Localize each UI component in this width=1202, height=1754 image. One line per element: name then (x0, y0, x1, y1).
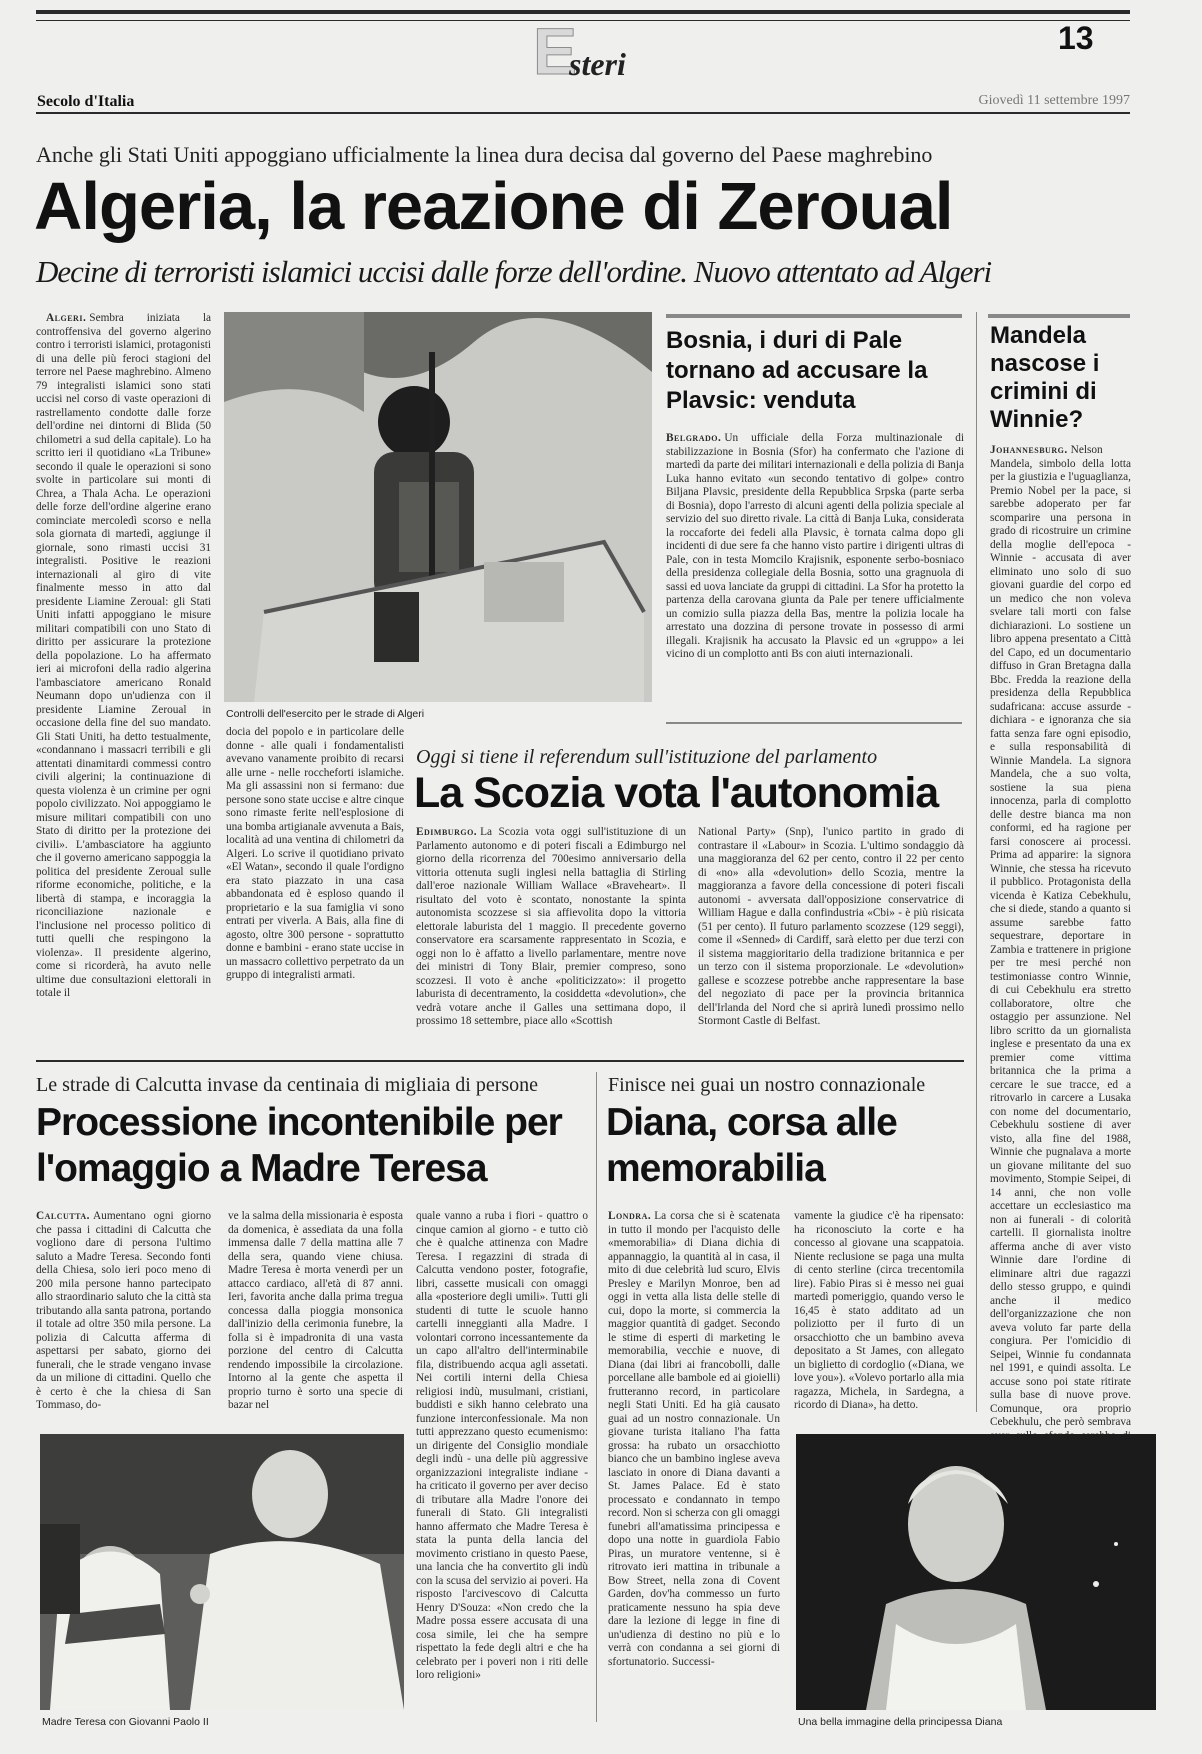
bosnia-text: Un ufficiale della Forza multinazionale di stabilizzazione in Bosnia (Sfor) ha confermato che l'azione di martedì da parte dei militari internazionali e della polizia di Banja Luka hanno evitato «un secondo tentativo di golpe» contro Biljana Plavsic, presidente della Repubblica Srpska (parte serba di Bosnia), dopo l'arresto di alcuni agenti della polizia speciale al servizio del suo diretto rivale. La città di Banja Luka, considerata la roccaforte dei fedeli alla Plavsic, è tornata calma dopo gli incidenti di due sere fa che hanno visto partire i dirigenti ultras di Pale, con in testa Momcilo Krajisnik, esponente serbo-bosniaco della presidenza collegiale della Bosnia, sotto una gragnuola di sassi ed uova lanciate da gruppi di cittadini. La Sfor ha protetto la partenza della carovana giunta da Pale per tenere ufficialmente un comizio sulla piazza della Bas, mentre la polizia locale ha arrestato una dozzina di persone trovate in possesso di armi illegali. Krajisnik ha accusato la Plavsic ed un «gruppo» a lei vicino di un complotto anti Bs con aiuti internazionali. (666, 432, 964, 660)
diana-text-2: vamente la giudice c'è ha ripensato: ha riconosciuto la corte e ha concesso al giovane una scappatoia. Niente reclusione se paga una multa di cento sterline (circa trecentomila lire). Fabio Piras si è messo nei guai martedì pomeriggio, quando verso le 16,45 è stato additato ad un poliziotto per il furto di un orsacchiotto che un bambino aveva depositato a St James, con allegato un biglietto di cordoglio («Diana, we love you»). «Volevo portarlo alla mia ragazza, Michela, in Sardegna, a ricordo di Diana», ha detto. (794, 1210, 964, 1411)
top-rule-thin (36, 20, 1130, 21)
lead-text-2: docia del popolo e in particolare delle donne - alle quali i fondamentalisti avevano vanamente proibito di recarsi alle urne - nelle roccheforti islamiche. Ma gli assassini non si fermano: due persone sono state uccise e altre cinque sono rimaste ferite nell'esplosione di una bomba artigianale avvenuta a Bais, località ad una ventina di chilometri da Algeri. Lo scrive il quotidiano privato «El Watan», secondo il quale l'ordigno era stato piazzato in una casa abbandonata ed è esploso quando il proprietario e la sua famiglia vi sono entrati per viverla. A Bais, alla fine di agosto, oltre 300 persone - soprattutto donne e bambini - erano state uccise in un massacro collettivo perpetrato da un gruppo di integralisti armati. (226, 726, 404, 981)
top-rule (36, 10, 1130, 14)
lead-kicker: Anche gli Stati Uniti appoggiano ufficialmente la linea dura decisa dal governo del Paese maghrebino (36, 142, 933, 167)
scozia-dateline: Edimburgo. (416, 826, 478, 838)
teresa-text-3: quale vanno a ruba i fiori - quattro o cinque camion al giorno - e tutto ciò che è qualche attinenza con Madre Teresa. I regazzini di strada di Calcutta vendono poster, fotografie, libri, cassette musicali con omaggi alla «posteriore degli umili». Tutti gli studenti di tutte le scuole hanno cartelli inneggianti alla Madre. I volontari corrono incessantemente da un capo all'altro dell'interminabile fila, distribuendo acqua agli assetati. Nei cortili interni della Chiesa religiosi indù, musulmani, cristiani, buddisti e sikh hanno celebrato una funzione interconfessionale. Ma non tutti apprezzano questo ecumenismo: un dirigente del Consiglio mondiale degli indù - una delle più aggressive organizzazioni integraliste indiane - ha criticato il governo per aver deciso di tributare alla Madre l'onore dei funerali di Stato. Gli integralisti hanno affermato che Madre Teresa è stata la punta della lancia del movimento cristiano in questo Paese, una lancia che ha convertito gli indù con la scusa del servizio ai poveri. Ha risposto l'arcivescovo di Calcutta Henry D'Souza: «Non credo che la Madre possa essere accusata di una cosa simile, lei che ha sempre rispettato la fede degli altri e che ha celebrato per i poveri non i riti delle loro religioni» (416, 1210, 588, 1681)
scozia-kicker: Oggi si tiene il referendum sull'istituzione del parlamento (416, 746, 878, 768)
soldier-illustration (224, 312, 652, 702)
lead-dateline: Algeri. (46, 312, 87, 324)
scozia-column-2 (698, 826, 964, 1040)
mandela-text: Nelson Mandela, simbolo della lotta per la giustizia e l'uguaglianza, Premio Nobel per la pace, si sarebbe adoperato per far scomparire una persona in grado di ricostruire un crimine della moglie dell'epoca - Winnie - accusata di aver eliminato uno solo di suo giovani guardie del corpo ed un medico che non voleva svelare tali morti con false dichiarazioni. Lo sostiene un libro appena presentato a Città del Capo, ed un documentario diffuso in Gran Bretagna dalla Bbc. Fredda la reazione della presidenza della Repubblica sudafricana: accuse assurde - dichiara - e ignoranza che sia fatta senza fare ogni episodio, e sulla responsabilità di Winnie Mandela. La signora Mandela, che a suo volta, sostiene la sua piena innocenza, parla di complotto delle destre bianca ma non conformi, ed ha ragione per farsi conoscere ai processi. Prima ad apparire: la signora Winnie, che stessa ha ricevuto il pubblico. Protagonista della vicenda è Katiza Cebekhulu, che si diede, stando a quanto si assume sarebbe fatto sequestrare, deportare in Zambia e trattenere in prigione per tre mesi perché non testimoniasse contro Winnie, di cui Cebekhulu era stretto collaboratore, oltre che ostaggio per assunzione. Nel libro scritto da un giornalista inglese e presentato da una ex premier come vittima britannica che la prima a cercare le sue tracce, ed a ritrovarlo in carcere a Lusaka con nome del documentario, Cebekhulu sostiene di aver visto, alla fine del 1988, Winnie che pugnalava a morte un giovane militante del suo movimento, Stompie Seipei, di 14 anni, che non volle accettare un ecclesiastico ma non ai funerali - di colorità cartelli. Il giornalista inoltre afferma anche di aver visto Winnie dare l'ordine di eliminare altri due ragazzi dello stesso gruppo, e quindi anche il medico dell'organizzazione che non aveva voluto far parte della congiura. Per l'omicidio di Seipei, Winnie fu condannata nel 1991, e quindi assolta. Le accuse sono poi state ritirate sulla base di nuove prove. Comunque, ora proprio Cebekhulu, che però sembrava (990, 444, 1131, 1428)
scozia-headline: La Scozia vota l'autonomia (414, 769, 939, 817)
mandela-dateline: Johannesburg. (990, 444, 1068, 456)
bosnia-bottom-rule (666, 722, 962, 724)
bosnia-body (666, 432, 964, 716)
mandela-headline: Mandela nascose i crimini di Winnie? (990, 322, 1100, 433)
lead-text-1: Sembra iniziata la controffensiva del governo algerino contro i terroristi islamici, protagonisti di una delle più feroci stagioni del terrore nel Paese maghrebino. Almeno 79 integralisti islamici sono stati uccisi nel corso di vaste operazioni di rastrellamento condotte dalle forze dell'ordine nei dintorni di Blida (50 chilometri a sud della capitale). Lo ha scritto ieri il quotidiano «La Tribune» secondo il quale le operazioni si sono svolte in particolare sui monti di Chrea, a Thala Acha. Le operazioni delle forze dell'ordine algerine erano cominciate mercoledì scorso e nella sola giornata di martedì, aggiunge il giornale, sono rimasti uccisi 31 integralisti. Positive le reazioni internazionali al giro di vite finalmente messo in atto dal presidente Liamine Zeroual: gli Stati Uniti infatti appoggiano le misure militari compatibili con uno Stato di diritto per assicurare la protezione della popolazione. Lo ha affermato ieri ai microfoni della radio algerina l'ambasciatore americano Ronald Neumann dopo un'udienza con il presidente Liamine Zeroual in occasione della fine del suo mandato. Gli Stati Uniti, ha detto testualmente, «condannano i massacri terribili e gli attentati dinamitardi commessi contro civili algerini; la continuazione di questa violenza è un crimine per ogni popolo civilizzato. Noi appoggiamo le misure militari compatibili con uno Stato di diritto per la protezione dei civili». L'ambasciatore ha aggiunto che il governo americano sappoggia la politica del presidente Zeroual sulle riforme economiche, politiche, e la libertà di stampa, e incoraggia la riconciliazione nazionale e l'inclusione nel processo politico di tutti quelli che respingono la violenza». Il presidente algerino, come si ricorderà, ha avuto nelle ultime due consultazioni elettorali in totale il (36, 312, 211, 999)
scozia-text-1: La Scozia vota oggi sull'istituzione di un Parlamento autonomo e di poteri fiscali a Edimburgo nel giorno della ricorrenza del 700esimo anniversario della vittoria ottenuta sugli inglesi nella battaglia di Stirling dall'eroe nazionale William Wallace «Braveheart». Il risultato del voto è scontato, nonostante la spinta autonomista scozzese si sia affievolita dopo la vittoria elettorale laburista del 1 maggio. Il precedente governo conservatore era scarsamente rappresentato in Scozia, e oggi non lo è affatto a livello parlamentare, mentre nove dei ministri di Tony Blair, premier compreso, sono scozzesi. Il voto è anche «politicizzato»: il progetto laburista di decentramento, la cosiddetta «devolution», che vedrà votare anche il Galles una settimana dopo, il prossimo 18 settembre, piace allo «Scottish (416, 826, 686, 1027)
lead-subhead: Decine di terroristi islamici uccisi dalle forze dell'ordine. Nuovo attentato ad Algeri (36, 254, 992, 289)
lead-photo-caption: Controlli dell'esercito per le strade di Algeri (226, 708, 425, 720)
diana-photo-caption: Una bella immagine della principessa Diana (798, 1716, 1003, 1728)
teresa-text-1: Aumentano ogni giorno che passa i cittadini di Calcutta che vogliono dare di persona l'ultimo saluto a Madre Teresa. Secondo fonti della Chiesa, solo ieri poco meno di 200 mila persone hanno partecipato allo straordinario saluto che la città sta tributando alla santa patrona, portando il totale ad oltre 350 mila persone. La polizia di Calcutta afferma di aspettarsi per sabato, giorno dei funerali, che le strade vengano invase da un milione di cittadini. Quello che è certo è che la chiesa di San Tommaso, do- (36, 1210, 211, 1411)
teresa-headline: Processione incontenibile per l'omaggio a Madre Teresa (36, 1101, 562, 1190)
section-logo (533, 14, 663, 88)
teresa-pope-illustration (40, 1434, 404, 1710)
teresa-column-1 (36, 1210, 211, 1432)
diana-photo (796, 1434, 1156, 1710)
teresa-photo-caption: Madre Teresa con Giovanni Paolo II (42, 1716, 209, 1728)
diana-column-1 (608, 1210, 780, 1722)
scozia-text-2: National Party» (Snp), l'unico partito in grado di contrastare il «Labour» in Scozia. L'ultimo sondaggio dà una maggioranza del 62 per cento, contro il 22 per cento di «no» alla «devolution» dello Scozia, mentre la maggioranza a favore della concessione di poteri fiscali autonomi - avversata dall'opposizione conservatrice di William Hague e dalla confindustria «Cbi» - è più risicata (51 per cento). Il futuro parlamento scozzese (129 seggi), come il «Senned» di Cardiff, sarà eletto per due terzi con il sistema maggioritario della tradizione britannica e per un terzo con il sistema proporzionale. Le «devolution» gallese e scozzese potrebbe anche rappresentare la base del negoziato di pace per la provincia britannica dell'Irlanda del Nord che si aprirà lunedì prossimo nello Stormont Castle di Belfast. (698, 826, 964, 1027)
diana-illustration (796, 1434, 1156, 1710)
lead-column-1 (36, 312, 211, 1039)
teresa-column-3 (416, 1210, 588, 1722)
teresa-diana-separator (596, 1072, 597, 1722)
bosnia-top-rule (666, 314, 962, 318)
lead-column-2 (226, 726, 404, 1039)
scozia-column-1 (416, 826, 686, 1040)
diana-text-1: La corsa che si è scatenata in tutto il mondo per l'acquisto delle «memorabilia» di Diana dichia di appannaggio, la quantità al in casa, il mito di due celebrità lud scuro, Elvis Presley e Marilyn Monroe, ben ad oggi in vetta alla lista delle stelle di cui, dopo la morte, si commercia la maggior quantità di gadget. Secondo le stime di esperti di marketing le memorabilia, vecchie e nuove, di Diana (dai libri ai francobolli, dalle porcellane alle bambole ed ai gioielli) frutteranno record, in particolare negli Stati Uniti. Ed ha già causato guai ad un nostro connazionale. Un giovane turista italiano l'ha fatta grossa: ha rubato un orsacchiotto bianco che un bambino inglese aveva lasciato in onore di Diana davanti a St. James Palace. Ed è stato processato e condannato in tempo record. Non si scherza con gli omaggi funebri all'amatissima principessa e dopo una notte in guardiola Fabio Piras, un muratore ventenne, si è ritrovato ieri mattina in tribunale a Bow Street, nella zona di Covent Garden, dov'ha commesso un furto praticamente nessuno ha spia deve dare la lezione di legge in fine di un'udienza di destino no più e lo verrà con condanna a sei giorni di sfortunatorio. Successi- (608, 1210, 780, 1668)
mandela-top-rule (988, 314, 1130, 318)
mandela-separator (976, 312, 977, 1412)
teresa-text-2: ve la salma della missionaria è esposta da domenica, è assediata da una folla immensa dalle 7 della mattina alle 7 della sera, quando viene chiusa. Madre Teresa è morta venerdì per un attacco cardiaco, all'età di 87 anni. Ieri, favorita anche dalla prima tregua concessa dalla pioggia monsonica dall'inizio della cerimonia funebre, la folla si è impadronita di una vasta porzione del centro di Calcutta rendendo impossibile la circolazione. Intorno al la gente che aspetta il proprio turno è sorto una specie di bazar nel (228, 1210, 403, 1411)
diana-dateline: Londra. (608, 1210, 652, 1222)
diana-headline: Diana, corsa alle memorabilia (606, 1101, 897, 1190)
teresa-column-2 (228, 1210, 403, 1432)
header-rule (36, 112, 1130, 114)
bosnia-headline: Bosnia, i duri di Pale tornano ad accusare la Plavsic: venduta (666, 327, 928, 414)
issue-date: Giovedì 11 settembre 1997 (978, 93, 1130, 108)
page-number: 13 (1058, 20, 1094, 56)
diana-column-2 (794, 1210, 964, 1432)
lead-headline: Algeria, la reazione di Zeroual (34, 169, 953, 244)
mandela-body (990, 444, 1131, 1428)
teresa-photo (40, 1434, 404, 1710)
teresa-kicker: Le strade di Calcutta invase da centinaia di migliaia di persone (36, 1074, 539, 1096)
diana-kicker: Finisce nei guai un nostro connazionale (608, 1074, 926, 1096)
lead-photo (224, 312, 652, 702)
paper-name: Secolo d'Italia (37, 93, 135, 110)
teresa-dateline: Calcutta. (36, 1210, 91, 1222)
section-name: steri (569, 46, 626, 82)
bosnia-dateline: Belgrado. (666, 432, 722, 444)
section-initial: E (533, 14, 578, 88)
bottom-stories-rule (36, 1060, 964, 1062)
